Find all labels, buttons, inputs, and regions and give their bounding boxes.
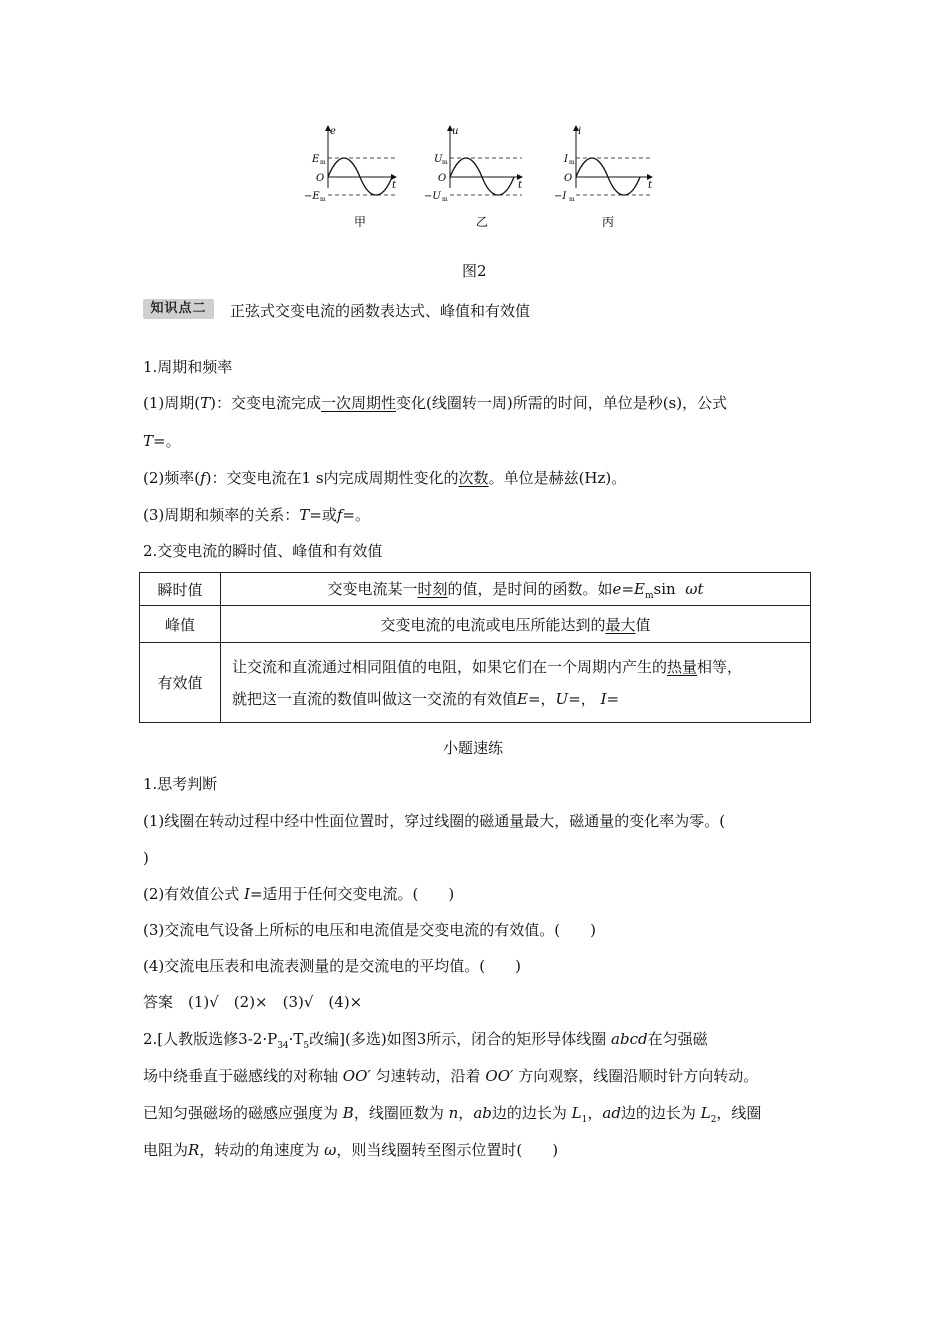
sine-graphs-figure [290,118,670,238]
svg-text:m: m [569,159,575,166]
practice-title: 小题速练 [443,739,504,757]
svg-text:乙: 乙 [476,215,489,229]
svg-text:t: t [518,180,523,191]
para-relation: (3)周期和频率的关系：T=或f=。 [143,506,370,524]
svg-text:O: O [438,173,447,184]
question-4: (4)交流电压表和电流表测量的是交流电的平均值。( ) [143,957,521,975]
svg-text:I: I [564,154,568,165]
graph-e [304,126,397,229]
svg-text:O: O [316,173,325,184]
values-table [139,572,811,723]
svg-text:e: e [330,126,336,137]
section-badge: 知识点二 [143,299,214,319]
answer-line: 答案 (1)√ (2)× (3)√ (4)× [143,993,363,1011]
table-row [140,573,811,606]
svg-text:m: m [569,196,575,203]
svg-text:O: O [564,173,573,184]
svg-text:丙: 丙 [602,215,615,229]
question-1: (1)线圈在转动过程中经中性面位置时，穿过线圈的磁通量最大，磁通量的变化率为零。( [143,812,726,830]
heading-values: 2.交变电流的瞬时值、峰值和有效值 [143,542,383,560]
graph-i [554,126,653,229]
svg-text:E: E [312,154,320,165]
svg-text:m: m [320,196,326,203]
svg-text:t: t [648,180,653,191]
para-frequency: (2)频率(f)：交变电流在1 s内完成周期性变化的次数。单位是赫兹(Hz)。 [143,469,627,487]
svg-text:m: m [320,159,326,166]
svg-text:m: m [442,159,448,166]
svg-text:U: U [434,154,443,165]
problem-2-line-3: 已知匀强磁场的磁感应强度为 B，线圈匝数为 n，ab边的边长为 $L_1$，ad边的边长为 $L_2$，线圈 [143,1104,762,1125]
question-3: (3)交流电气设备上所标的电压和电流值是交变电流的有效值。( ) [143,921,596,939]
svg-text:t: t [392,180,397,191]
svg-text:甲: 甲 [354,215,367,229]
svg-text:−U: −U [424,191,441,202]
heading-period-frequency: 1.周期和频率 [143,358,233,376]
question-2: (2)有效值公式 I=适用于任何交变电流。( ) [143,885,455,903]
section-title: 正弦式交变电流的函数表达式、峰值和有效值 [230,302,531,320]
problem-2-line-2: 场中绕垂直于磁感线的对称轴 OO′ 匀速转动，沿着 OO′ 方向观察，线圈沿顺时针方向转动。 [143,1067,759,1085]
table-row [140,643,811,723]
svg-text:i: i [578,126,582,137]
row-head-effective: 有效值 [140,643,221,723]
table-row [140,606,811,643]
heading-judge: 1.思考判断 [143,775,218,793]
svg-text:m: m [442,196,448,203]
figure-caption: 图2 [462,262,487,280]
problem-2-line-4: 电阻为R，转动的角速度为 ω，则当线圈转至图示位置时( ) [143,1141,559,1159]
problem-2-line-1: 2.[人教版选修$3-2\cdot P_{34}\cdot T_5$改编](多选)如图3所示，闭合的矩形导体线圈 abcd在匀强磁 [143,1030,708,1051]
row-head-instant: 瞬时值 [140,573,221,606]
row-head-peak: 峰值 [140,606,221,643]
graph-u [424,126,523,229]
svg-text:u: u [452,126,459,137]
row-body-effective: 让交流和直流通过相同阻值的电阻，如果它们在一个周期内产生的热量相等， 就把这一直流的数值叫做这一交流的有效值E=，U=， I= [221,643,811,723]
svg-text:−E: −E [304,191,320,202]
para-period: (1)周期(T)：交变电流完成一次周期性变化(线圈转一周)所需的时间，单位是秒(s)，公式 [143,394,728,412]
para-period-formula: T=。 [143,432,181,450]
svg-text:−I: −I [554,191,567,202]
question-1-end: ) [143,849,149,867]
row-body-instant: 交变电流某一时刻的值，是时间的函数。如$e=E_m\sin$ ωt [221,573,811,606]
row-body-peak: 交变电流的电流或电压所能达到的最大值 [221,606,811,643]
